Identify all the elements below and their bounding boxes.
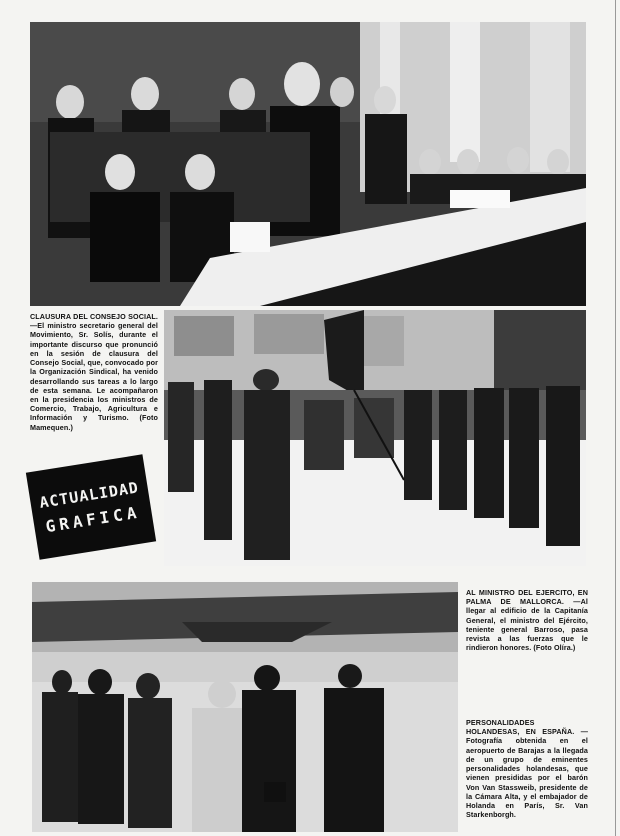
page-edge-line <box>615 0 616 836</box>
caption-ejercito-head: AL MINISTRO DEL EJERCITO, EN PALMA DE MALLORCA. <box>466 588 588 607</box>
badge-line1: ACTUALIDAD <box>38 477 140 512</box>
photo-consejo-social <box>30 22 586 306</box>
photo-personalidades-holandesas <box>32 582 458 832</box>
caption-consejo-social <box>30 312 158 432</box>
caption-ejercito-body: —Al llegar al edificio de la Capitanía General, el ministro del Ejército, teniente general Barroso, pasa revista a las fuerzas que le rindieron honores. (Foto Olíra.) <box>466 597 588 653</box>
actualidad-grafica-badge <box>26 454 156 559</box>
badge-line2: GRAFICA <box>44 502 142 536</box>
photo-ministro-ejercito <box>164 310 586 566</box>
caption-holandesas-head: PERSONALIDADES HOLANDESAS, EN ESPAÑA. <box>466 718 575 737</box>
caption-ministro-ejercito <box>466 588 588 653</box>
caption-holandesas-body: —Fotografía obtenida en el aeropuerto de Barajas a la llegada de un grupo de eminentes personalidades holandesas, que vienen presididas por el barón Von Van Stassweib, presidente de la Cámara Alta, y el embajador de Holanda en París, Sr. Van Starkenborgh. <box>466 727 588 820</box>
caption-consejo-body: —El ministro secretario general del Movimiento, Sr. Solís, durante el importante discurso que pronunció en la sesión de clausura del Consejo Social, que, convocado por la Organización Sindical, ha venido desarrollando sus tareas a lo largo de esta semana. Le acompañaron en la presidencia los ministros de Comercio, Trabajo, Agricultura e Información y Turismo. (Foto Mamequen.) <box>30 321 158 432</box>
caption-consejo-head: CLAUSURA DEL CONSEJO SOCIAL. <box>30 312 158 321</box>
caption-personalidades-holandesas <box>466 718 588 819</box>
